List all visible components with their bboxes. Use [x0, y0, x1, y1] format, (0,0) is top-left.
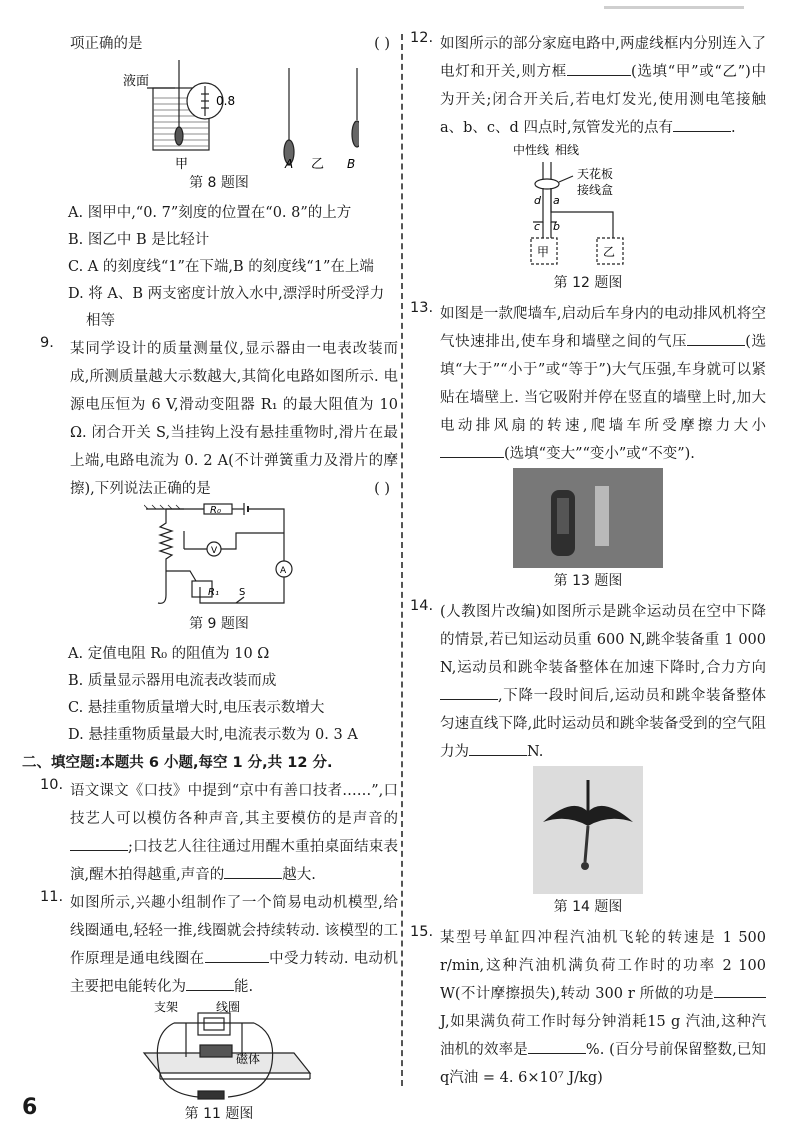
q8-label-b: B: [347, 157, 356, 170]
right-column: [410, 30, 766, 1092]
q14-caption: 第 14 题图: [553, 899, 623, 915]
q13-stem: [440, 300, 766, 468]
q12-label-d: d: [534, 194, 541, 207]
q14-blank-2[interactable]: [469, 741, 527, 756]
q11-blank-2[interactable]: [186, 976, 234, 991]
question-11: [40, 889, 398, 1001]
q13-caption: 第 13 题图: [553, 573, 623, 589]
q11-figure: [124, 1001, 314, 1101]
q12-label-box2: 接线盒: [577, 183, 614, 197]
q12-stem: [440, 30, 766, 142]
q9-label-s: S: [239, 587, 246, 598]
q8-answer-paren: ( ): [374, 36, 390, 52]
q12-label-live: 相线: [555, 143, 580, 157]
q8-stem-tail: [40, 30, 398, 58]
q12-junction-box: [535, 179, 559, 189]
q8-label-jia: 甲: [175, 157, 189, 170]
q9-label-r1: R₁: [208, 587, 219, 598]
q12-number: 12.: [410, 30, 434, 46]
q14-number: 14.: [410, 598, 434, 614]
q13-text-b: (选填“大于”“小于”或“等于”)大气压强,车身就可以紧贴在墙壁上. 当它吸附并停在竖直的墙壁上时,加大电动排风扇的转速,爬墙车所受摩擦力大小: [440, 334, 766, 434]
q8-option-a: A. 图甲中,“0. 7”刻度的位置在“0. 8”的上方: [68, 205, 352, 221]
q13-photo: [513, 468, 663, 568]
q8-label-yi: 乙: [311, 157, 325, 170]
q9-figure: [144, 503, 294, 611]
q9-hook: [158, 595, 166, 603]
q11-text-c: 能.: [234, 979, 254, 995]
q12-text-c: .: [731, 120, 736, 136]
q9-number: 9.: [40, 335, 54, 351]
q12-text-b: (选填“甲”或“乙”)中为开关;闭合开关后,若电灯发光,使用测电笔接触 a、b、c、d 四点时,氖管发光的点有: [440, 64, 766, 136]
q8-option-d: D. 将 A、B 两支密度计放入水中,漂浮时所受浮力相等: [68, 286, 385, 329]
q12-label-a: a: [553, 194, 560, 207]
q9-option-b: B. 质量显示器用电流表改装而成: [68, 673, 277, 689]
q15-text-a: 某型号单缸四冲程汽油机飞轮的转速是 1 500 r/min,这种汽油机满负荷工作时的功率 2 100 W(不计摩擦损失),转动 300 r 所做的功是: [440, 930, 766, 1002]
q8-liquid-label: 液面: [123, 74, 150, 89]
q8-option-b: B. 图乙中 B 是比轻计: [68, 232, 210, 248]
q15-number: 15.: [410, 924, 434, 940]
q12-label-jia: 甲: [537, 245, 550, 259]
q14-stem: [440, 598, 766, 766]
q8-caption: 第 8 题图: [189, 175, 249, 191]
q8-reading-label: 0.8: [216, 94, 236, 108]
q9-stem-text: 某同学设计的质量测量仪,显示器由一电表改装而成,所测质量越大示数越大,其简化电路如图所示. 电源电压恒为 6 V,滑动变阻器 R₁ 的最大阻值为 10 Ω. 闭合开关 S,当挂钩上没有悬挂重物时,滑片在最上端,电路电流为 0. 2 A(不计弹簧重力及滑片的摩擦),下列说法正确的是: [70, 341, 398, 497]
q10-text-c: 越大.: [282, 867, 316, 883]
q8-stem-text: 项正确的是: [70, 36, 143, 52]
q9-option-a: A. 定值电阻 R₀ 的阻值为 10 Ω: [68, 646, 270, 662]
q11-label-support: 支架: [154, 1001, 179, 1014]
q13-text-c: (选填“变大”“变小”或“不变”).: [504, 446, 695, 462]
q12-text-a: 如图所示的部分家庭电路中,两虚线框内分别连入了电灯和开关,则方框: [440, 36, 766, 80]
q8-figure: [79, 58, 359, 170]
column-divider: [401, 34, 403, 1086]
q14-photo: [533, 766, 643, 894]
question-15: [410, 924, 766, 1092]
q14-blank-1[interactable]: [440, 685, 498, 700]
q11-text-b: 中受力转动. 电动机主要把电能转化为: [70, 951, 398, 995]
q15-text-c: %. (百分号前保留整数,已知 q汽油 = 4. 6×10⁷ J/kg): [440, 1042, 767, 1086]
q11-label-magnet: 磁体: [236, 1052, 261, 1066]
q10-text-b: ;口技艺人往往通过用醒木重拍桌面结束表演,醒木拍得越重,声音的: [70, 839, 398, 883]
q12-caption: 第 12 题图: [553, 275, 623, 291]
q12-label-box1: 天花板: [577, 167, 614, 181]
question-13: [410, 300, 766, 468]
q14-text-b: ,下降一段时间后,运动员和跳伞装备整体匀速直线下降,此时运动员和跳伞装备受到的空气阻力为: [440, 688, 766, 760]
q10-stem: [70, 777, 398, 889]
page-number: 6: [22, 1095, 38, 1120]
question-9: [40, 335, 398, 503]
q12-label-b: b: [553, 220, 560, 233]
q12-label-c: c: [534, 220, 541, 233]
q9-label-a: A: [280, 566, 287, 576]
q12-blank-2[interactable]: [673, 117, 731, 132]
q8-label-a: A: [285, 157, 294, 170]
q15-blank-1[interactable]: [714, 983, 766, 998]
q14-text-c: N.: [527, 744, 544, 760]
q12-blank-1[interactable]: [567, 61, 631, 76]
q9-stem: [70, 335, 398, 503]
q9-answer-paren: ( ): [374, 481, 390, 497]
q13-blank-2[interactable]: [440, 443, 504, 458]
q11-text-a: 如图所示,兴趣小组制作了一个简易电动机模型,给线圈通电,轻轻一推,线圈就会持续转动. 该模型的工作原理是通电线圈在: [70, 895, 398, 967]
q13-number: 13.: [410, 300, 434, 316]
q9-caption: 第 9 题图: [189, 616, 249, 632]
q12-figure: [493, 142, 683, 270]
q12-label-neutral: 中性线: [513, 143, 550, 157]
q8-option-c: C. A 的刻度线“1”在下端,B 的刻度线“1”在上端: [68, 259, 374, 275]
q10-text-a: 语文课文《口技》中提到“京中有善口技者……”,口技艺人可以模仿各种声音,其主要模仿的是声音的: [70, 783, 398, 827]
q11-label-coil: 线圈: [216, 1001, 241, 1014]
question-12: [410, 30, 766, 142]
q9-label-v: V: [211, 546, 218, 556]
q13-text-a: 如图是一款爬墙车,启动后车身内的电动排风机将空气快速排出,使车身和墙壁之间的气压: [440, 306, 766, 350]
q11-number: 11.: [40, 889, 64, 905]
q15-stem: [440, 924, 766, 1092]
q15-text-b: J,如果满负荷工作时每分钟消耗15 g 汽油,这种汽油机的效率是: [440, 1014, 766, 1058]
q9-option-d: D. 悬挂重物质量最大时,电流表示数为 0. 3 A: [68, 727, 358, 743]
q10-number: 10.: [40, 777, 64, 793]
left-column: [22, 30, 398, 1122]
q10-blank-1[interactable]: [70, 836, 128, 851]
q11-stem: [70, 889, 398, 1001]
header-rule: [604, 6, 744, 9]
q9-option-c: C. 悬挂重物质量增大时,电压表示数增大: [68, 700, 325, 716]
q11-blank-1[interactable]: [205, 948, 269, 963]
q15-blank-2[interactable]: [528, 1039, 586, 1054]
q9-label-r0: R₀: [210, 505, 221, 516]
q12-label-yi: 乙: [603, 245, 616, 259]
q13-blank-1[interactable]: [687, 331, 745, 346]
section-heading-fill-in: 二、填空题:本题共 6 小题,每空 1 分,共 12 分.: [22, 755, 333, 771]
q11-caption: 第 11 题图: [184, 1106, 254, 1122]
q10-blank-2[interactable]: [224, 864, 282, 879]
q14-text-a: (人教图片改编)如图所示是跳伞运动员在空中下降的情景,若已知运动员重 600 N,跳伞装备重 1 000 N,运动员和跳伞装备整体在加速下降时,合力方向: [440, 604, 766, 676]
question-14: [410, 598, 766, 766]
question-10: [40, 777, 398, 889]
